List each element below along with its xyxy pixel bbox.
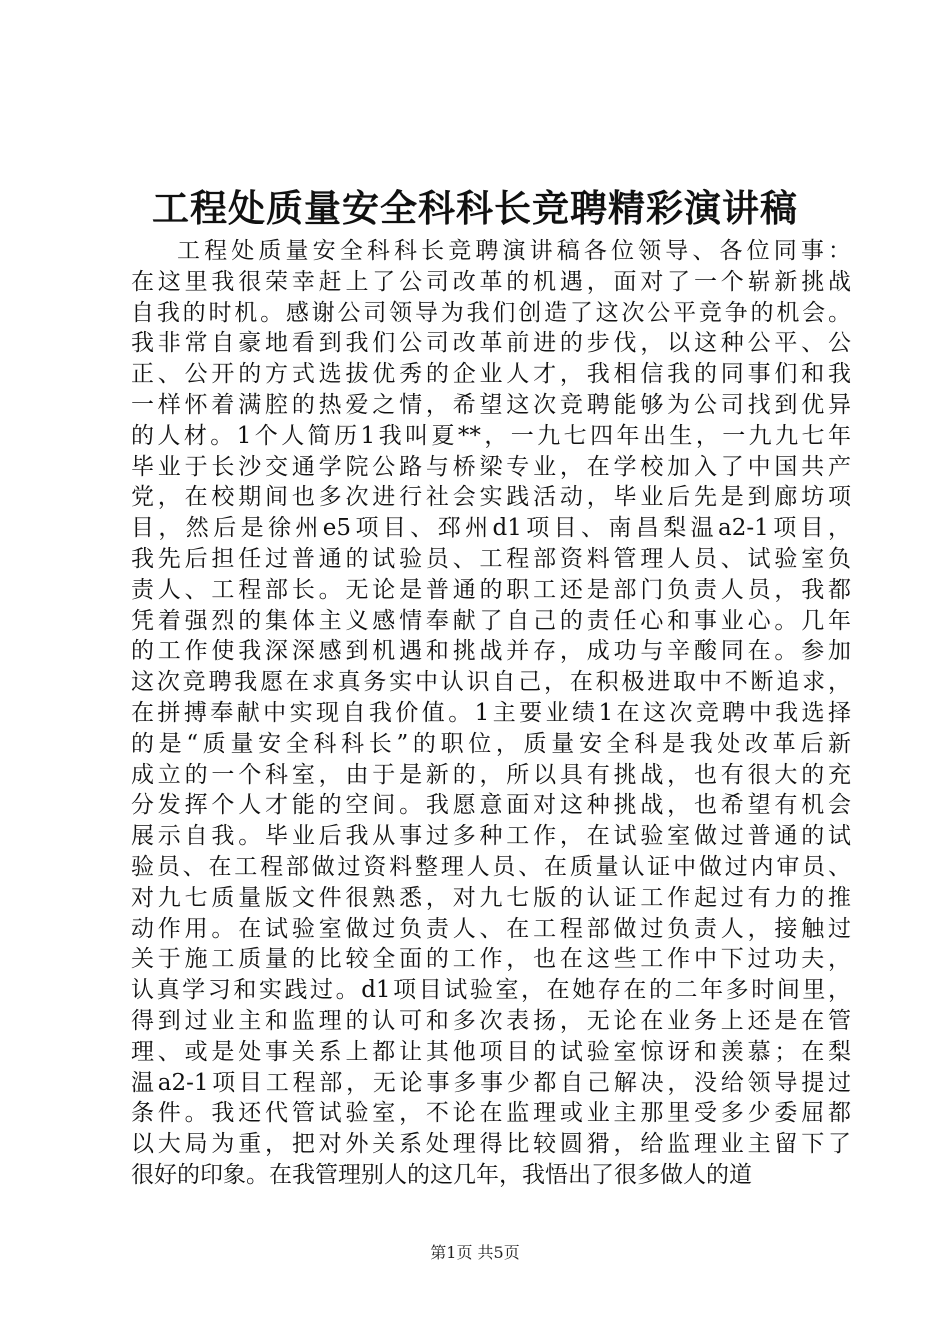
body-line: 关于施工质量的比较全面的工作，也在这些工作中下过功夫， [131,946,851,973]
document-title: 工程处质量安全科科长竞聘精彩演讲稿 [152,186,798,230]
document-body [131,236,851,1191]
body-line: 自我的时机。感谢公司领导为我们创造了这次公平竞争的机会。 [131,299,851,326]
body-line: 在拼搏奉献中实现自我价值。1主要业绩1在这次竞聘中我选择 [131,699,851,726]
body-line: 责人、工程部长。无论是普通的职工还是部门负责人员，我都 [131,576,851,603]
body-line: 以大局为重，把对外关系处理得比较圆猾，给监理业主留下了 [131,1131,851,1158]
body-line: 条件。我还代管试验室，不论在监理或业主那里受多少委屈都 [131,1100,851,1127]
body-line: 很好的印象。在我管理别人的这几年，我悟出了很多做人的道 [131,1161,752,1188]
body-line: 得到过业主和监理的认可和多次表扬，无论在业务上还是在管 [131,1007,851,1034]
page-number-footer: 第1页 共5页 [430,1243,520,1262]
body-line: 展示自我。毕业后我从事过多种工作，在试验室做过普通的试 [131,823,851,850]
body-line: 的人材。1个人简历1我叫夏**，一九七四年出生，一九九七年 [131,422,851,449]
body-line: 的是“质量安全科科长”的职位，质量安全科是我处改革后新 [131,730,851,757]
body-line: 成立的一个科室，由于是新的，所以具有挑战，也有很大的充 [131,761,851,788]
body-line: 对九七质量版文件很熟悉，对九七版的认证工作起过有力的推 [131,884,851,911]
body-line: 动作用。在试验室做过负责人、在工程部做过负责人，接触过 [131,915,851,942]
body-line: 党，在校期间也多次进行社会实践活动，毕业后先是到廊坊项 [131,484,851,511]
body-line: 温a2-1项目工程部，无论事多事少都自己解决，没给领导提过 [131,1069,851,1096]
body-line: 认真学习和实践过。d1项目试验室，在她存在的二年多时间里， [131,977,851,1004]
body-line: 正、公开的方式选拔优秀的企业人才，我相信我的同事们和我 [131,361,851,388]
body-line: 目，然后是徐州e5项目、邳州d1项目、南昌梨温a2-1项目， [131,515,851,542]
body-line: 的工作使我深深感到机遇和挑战并存，成功与辛酸同在。参加 [131,638,851,665]
body-line: 一样怀着满腔的热爱之情，希望这次竞聘能够为公司找到优异 [131,391,851,418]
body-line: 凭着强烈的集体主义感情奉献了自己的责任心和事业心。几年 [131,607,851,634]
body-line: 我非常自豪地看到我们公司改革前进的步伐，以这种公平、公 [131,330,851,357]
body-line: 在这里我很荣幸赶上了公司改革的机遇，面对了一个崭新挑战 [131,268,851,295]
body-line: 理、或是处事关系上都让其他项目的试验室惊讶和羡慕；在梨 [131,1038,851,1065]
body-line: 毕业于长沙交通学院公路与桥梁专业，在学校加入了中国共产 [131,453,851,480]
body-line: 这次竞聘我愿在求真务实中认识自己，在积极进取中不断追求， [131,669,851,696]
body-line: 验员、在工程部做过资料整理人员、在质量认证中做过内审员、 [131,853,851,880]
body-line: 工程处质量安全科科长竞聘演讲稿各位领导、各位同事： [177,238,851,264]
body-line: 我先后担任过普通的试验员、工程部资料管理人员、试验室负 [131,545,851,572]
body-line: 分发挥个人才能的空间。我愿意面对这种挑战，也希望有机会 [131,792,851,819]
